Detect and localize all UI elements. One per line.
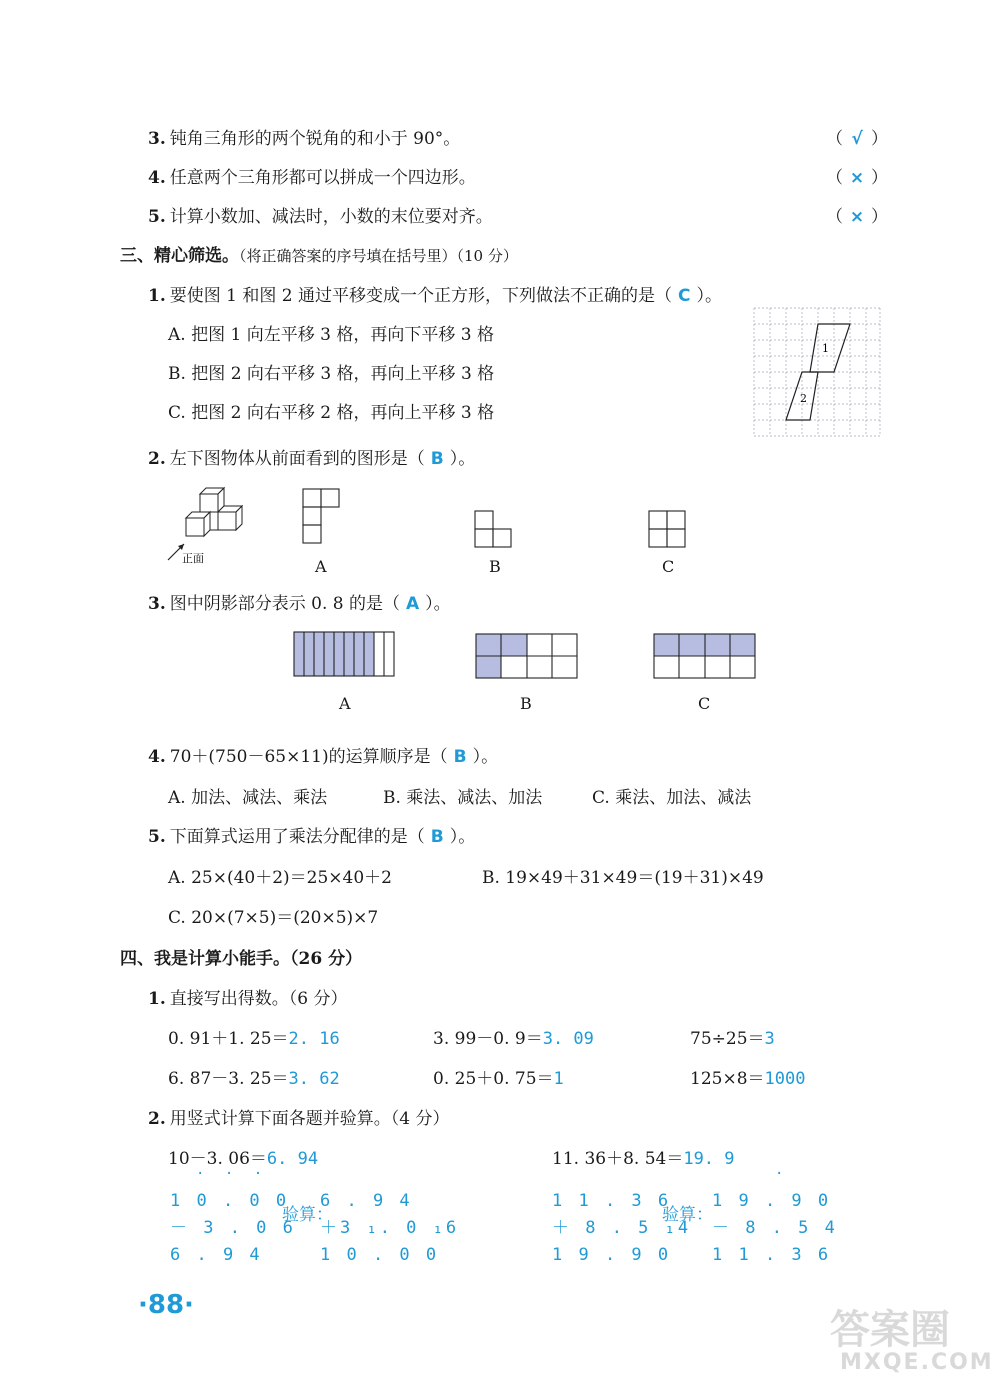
s4-q2: 2. 用竖式计算下面各题并验算。（4 分） bbox=[148, 1109, 450, 1129]
judge-item-5: 5. 计算小数加、减法时，小数的末位要对齐。 bbox=[148, 207, 493, 227]
shaded-label-b: B bbox=[520, 694, 532, 713]
oral-calc-4: 6. 87－3. 25＝3. 62 bbox=[168, 1069, 340, 1089]
shaded-label-a: A bbox=[339, 694, 351, 713]
shaded-figure-c bbox=[650, 630, 760, 680]
s3-q1-option-c: C. 把图 2 向右平移 2 格，再向上平移 3 格 bbox=[168, 403, 495, 423]
oral-calc-2: 3. 99－0. 9＝3. 09 bbox=[433, 1029, 594, 1049]
check-label-left: 验算： bbox=[282, 1205, 333, 1225]
vertical-calc-left-expr: 10－3. 06＝6. 94 bbox=[168, 1149, 319, 1169]
view-label-a: A bbox=[315, 557, 327, 576]
s3-q5-option-b: B. 19×49＋31×49＝(19＋31)×49 bbox=[482, 868, 764, 888]
oral-calc-6: 125×8＝1000 bbox=[690, 1069, 806, 1089]
view-label-b: B bbox=[489, 557, 501, 576]
figure-1-parallelogram bbox=[810, 324, 850, 372]
judge-answer-3: （ √ ） bbox=[826, 129, 888, 149]
check-calc-right: 1 9 . 9 0 － 8 . 5 4 1 1 . 3 6 bbox=[712, 1191, 838, 1265]
s3-q4-option-a: A. 加法、减法、乘法 bbox=[168, 788, 328, 808]
s3-q5-option-c: C. 20×(7×5)＝(20×5)×7 bbox=[168, 908, 379, 928]
figure-2-label: 2 bbox=[800, 392, 807, 405]
shaded-figure-a bbox=[290, 628, 400, 678]
view-option-b bbox=[472, 508, 518, 548]
watermark-logo: 答案圈 bbox=[830, 1307, 950, 1353]
section4-heading: 四、我是计算小能手。（26 分） bbox=[120, 949, 363, 969]
s3-q2: 2. 左下图物体从前面看到的图形是（ B ）。 bbox=[148, 449, 476, 469]
s3-q1-option-b: B. 把图 2 向右平移 3 格，再向上平移 3 格 bbox=[168, 364, 495, 384]
borrow-dots-left: · · · bbox=[196, 1166, 269, 1182]
vertical-calc-right: 1 1 . 3 6 ＋ 8 . 5 ₁4 1 9 . 9 0 bbox=[552, 1191, 692, 1265]
s3-q5: 5. 下面算式运用了乘法分配律的是（ B ）。 bbox=[148, 827, 476, 847]
s3-q5-option-a: A. 25×(40＋2)＝25×40＋2 bbox=[168, 868, 392, 888]
view-option-a bbox=[300, 486, 344, 548]
vertical-calc-right-expr: 11. 36＋8. 54＝19. 9 bbox=[552, 1149, 735, 1169]
s3-q1-option-a: A. 把图 1 向左平移 3 格，再向下平移 3 格 bbox=[168, 325, 494, 345]
view-option-c bbox=[646, 508, 692, 548]
check-calc-left: 6 . 9 4 ＋3 ₁. 0 ₁6 1 0 . 0 0 bbox=[320, 1191, 460, 1265]
oral-calc-1: 0. 91＋1. 25＝2. 16 bbox=[168, 1029, 340, 1049]
watermark-url: MXQE.COM bbox=[840, 1350, 994, 1375]
figure-1-label: 1 bbox=[822, 342, 829, 355]
s3-q4: 4. 70＋(750－65×11)的运算顺序是（ B ）。 bbox=[148, 747, 499, 767]
shaded-figure-b bbox=[472, 630, 582, 680]
judge-item-3: 3. 钝角三角形的两个锐角的和小于 90°。 bbox=[148, 129, 461, 149]
view-label-c: C bbox=[662, 557, 675, 576]
s3-q1: 1. 要使图 1 和图 2 通过平移变成一个正方形，下列做法不正确的是（ C ）。 bbox=[148, 286, 722, 306]
oral-calc-3: 75÷25＝3 bbox=[690, 1029, 775, 1049]
check-label-right: 验算： bbox=[662, 1205, 713, 1225]
s3-q3: 3. 图中阴影部分表示 0. 8 的是（ A ）。 bbox=[148, 594, 451, 614]
s3-q4-option-c: C. 乘法、加法、减法 bbox=[592, 788, 752, 808]
page-number: ·88· bbox=[138, 1290, 194, 1320]
cube-stack-figure bbox=[160, 480, 270, 570]
shaded-label-c: C bbox=[698, 694, 711, 713]
judge-answer-5: （ × ） bbox=[826, 207, 888, 227]
judge-item-4: 4. 任意两个三角形都可以拼成一个四边形。 bbox=[148, 168, 476, 188]
carry-dot-right: · bbox=[775, 1166, 784, 1182]
s3-q4-option-b: B. 乘法、减法、加法 bbox=[383, 788, 543, 808]
translation-grid-figure bbox=[752, 306, 882, 438]
section3-heading: 三、精心筛选。（将正确答案的序号填在括号里）（10 分） bbox=[120, 246, 518, 266]
vertical-calc-left: 1 0 . 0 0 － 3 . 0 6 6 . 9 4 bbox=[170, 1191, 296, 1265]
s4-q1: 1. 直接写出得数。（6 分） bbox=[148, 989, 348, 1009]
judge-answer-4: （ × ） bbox=[826, 168, 888, 188]
oral-calc-5: 0. 25＋0. 75＝1 bbox=[433, 1069, 564, 1089]
front-label: 正面 bbox=[182, 552, 204, 565]
